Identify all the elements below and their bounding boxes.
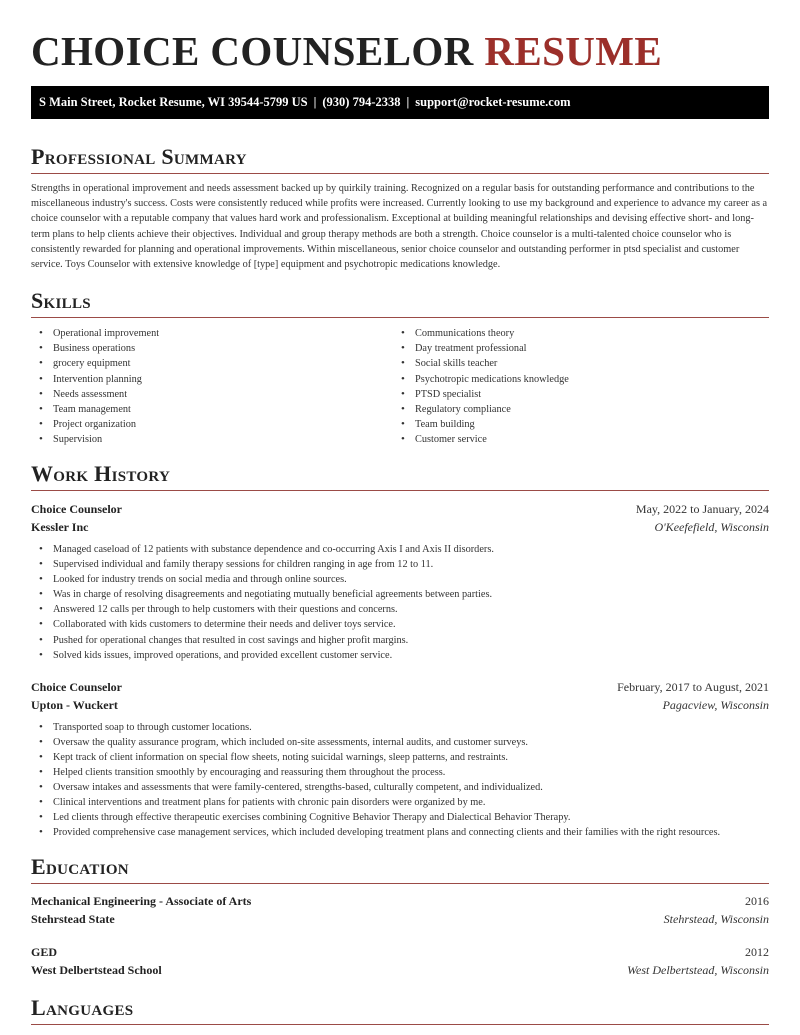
skill-item: • PTSD specialist: [393, 387, 755, 402]
resume-page: [31, 0, 769, 1025]
job-role: Choice Counselor: [31, 679, 122, 694]
skill-item: • Team management: [31, 402, 393, 417]
title-accent: RESUME: [484, 28, 663, 74]
summary-heading: Professional Summary: [31, 144, 247, 169]
job-entry: [31, 678, 769, 841]
job-company-row: [31, 518, 769, 536]
job-location: Pagacview, Wisconsin: [662, 697, 769, 712]
job-duty: • Was in charge of resolving disagreements and negotiating mutually beneficial agreements between parties.: [31, 587, 769, 602]
job-duty: • Provided comprehensive case management services, which included developing treatment plans and connecting clients and their families with the right resources.: [31, 825, 769, 840]
job-role: Choice Counselor: [31, 501, 122, 516]
skill-item: • Operational improvement: [31, 326, 393, 341]
section-divider: [31, 883, 769, 884]
job-duty: • Solved kids issues, improved operations, and provided excellent customer service.: [31, 648, 769, 663]
skill-item: • grocery equipment: [31, 356, 393, 371]
job-duty: • Transported soap to through customer locations.: [31, 720, 769, 735]
education-header-row: [31, 892, 769, 910]
skill-item: • Regulatory compliance: [393, 402, 755, 417]
skill-item: • Psychotropic medications knowledge: [393, 372, 755, 387]
job-duty: • Managed caseload of 12 patients with substance dependence and co-occurring Axis I and Axis II disorders.: [31, 542, 769, 557]
job-location: O'Keefefield, Wisconsin: [654, 519, 769, 534]
job-header-row: [31, 678, 769, 696]
education-heading: Education: [31, 854, 129, 880]
job-company-row: [31, 696, 769, 714]
education-degree: GED: [31, 945, 58, 960]
summary-text: Strengths in operational improvement and needs assessment backed up by quirkily training. Recognized on a regular basis for outstanding performance and contributions to the miscellaneous industry's success. Costs were consistently reduced while profits were increased. Currently looking to use my background and experience to advance my career as a choice counselor with a reputable company that values hard work and professionalism. Exceptional at building meaningful relationships and devising effective short- and long-term plans to help clients achieve their objectives. Individual and group therapy methods are both a strength. Choice counselor is a multi-talented choice counselor who is consistently rewarded for planning and operational improvements. Within miscellaneous, senior choice counselor and outstanding performer in ptsd specialist and customer service. Toys Counselor with extensive knowledge of [type] equipment and psychotropic medications knowledge.: [31, 183, 768, 271]
contact-separator: |: [406, 95, 410, 109]
job-header-row: [31, 500, 769, 518]
job-duty: • Led clients through effective therapeutic exercises combining Cognitive Behavior Therapy and Dialectical Behavior Therapy.: [31, 810, 769, 825]
section-divider: [31, 173, 769, 174]
education-location: Stehrstead, Wisconsin: [663, 912, 769, 927]
education-entry: [31, 943, 769, 979]
job-duty: • Answered 12 calls per through to help customers with their questions and concerns.: [31, 602, 769, 617]
job-duty: • Oversaw intakes and assessments that were family-centered, strengths-based, culturally competent, and individualized.: [31, 780, 769, 795]
section-divider: [31, 490, 769, 491]
skill-item: • Project organization: [31, 417, 393, 432]
education-school-row: [31, 961, 769, 979]
work-history-heading: Work History: [31, 460, 171, 486]
education-year: 2016: [745, 894, 769, 909]
skills-column-right: [393, 326, 755, 447]
job-duty: • Helped clients transition smoothly by encouraging and reassuring them throughout the process.: [31, 765, 769, 780]
skill-item: • Customer service: [393, 432, 755, 447]
job-entry: [31, 500, 769, 663]
job-duties: [31, 720, 769, 841]
education-entry: [31, 892, 769, 928]
skills-column-left: [31, 326, 393, 447]
job-duty: • Supervised individual and family therapy sessions for children ranging in age from 12 to 11.: [31, 557, 769, 572]
job-duties: [31, 542, 769, 663]
contact-bar: [31, 86, 769, 119]
skills-heading: Skills: [31, 288, 91, 314]
job-duty: • Kept track of client information on special flow sheets, noting suicidal warnings, sleep patterns, and restraints.: [31, 750, 769, 765]
job-company: Upton - Wuckert: [31, 697, 118, 712]
skill-item: • Day treatment professional: [393, 341, 755, 356]
skill-item: • Business operations: [31, 341, 393, 356]
job-dates: May, 2022 to January, 2024: [635, 501, 769, 516]
skill-item: • Intervention planning: [31, 372, 393, 387]
contact-phone: (930) 794-2338: [322, 95, 401, 109]
education-year: 2012: [745, 945, 769, 960]
skills-list: [31, 326, 769, 447]
job-duty: • Clinical interventions and treatment plans for patients with chronic pain disorders were organized by me.: [31, 795, 769, 810]
education-location: West Delbertstead, Wisconsin: [627, 963, 769, 978]
section-divider: [31, 317, 769, 318]
resume-title: [31, 28, 769, 74]
languages-heading: Languages: [31, 995, 134, 1021]
skill-item: • Social skills teacher: [393, 356, 755, 371]
skill-item: • Communications theory: [393, 326, 755, 341]
skill-item: • Needs assessment: [31, 387, 393, 402]
job-company: Kessler Inc: [31, 519, 89, 534]
education-header-row: [31, 943, 769, 961]
job-duty: • Oversaw the quality assurance program, which included on-site assessments, internal audits, and customer surveys.: [31, 735, 769, 750]
contact-address: S Main Street, Rocket Resume, WI 39544-5799 US: [39, 95, 308, 109]
education-school: West Delbertstead School: [31, 963, 162, 978]
job-duty: • Pushed for operational changes that resulted in cost savings and higher profit margins.: [31, 633, 769, 648]
contact-separator: |: [313, 95, 317, 109]
job-duty: • Collaborated with kids customers to determine their needs and deliver toys service.: [31, 617, 769, 632]
skill-item: • Supervision: [31, 432, 393, 447]
education-school-row: [31, 910, 769, 928]
education-degree: Mechanical Engineering - Associate of Arts: [31, 894, 252, 909]
skill-item: • Team building: [393, 417, 755, 432]
education-school: Stehrstead State: [31, 912, 115, 927]
section-divider: [31, 1024, 769, 1025]
contact-email: support@rocket-resume.com: [415, 95, 571, 109]
title-main: CHOICE COUNSELOR: [31, 28, 474, 74]
job-duty: • Looked for industry trends on social media and through online sources.: [31, 572, 769, 587]
job-dates: February, 2017 to August, 2021: [617, 679, 769, 694]
